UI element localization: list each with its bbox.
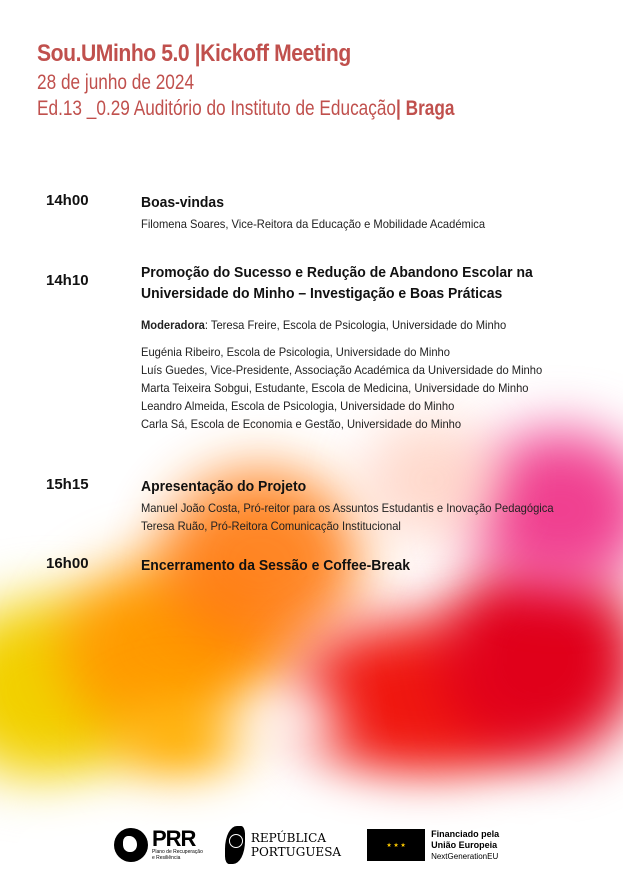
event-header xyxy=(37,40,546,121)
program-time: 14h10 xyxy=(46,272,89,289)
sponsor-logos xyxy=(114,826,499,864)
speaker-line: Teresa Ruão, Pró-Reitora Comunicação Institucional xyxy=(141,519,401,533)
program-title: Apresentação do Projeto xyxy=(141,478,307,495)
program-title-line: Promoção do Sucesso e Redução de Abandono Escolar na xyxy=(141,264,533,281)
program-time: 15h15 xyxy=(46,476,89,493)
speaker-line: Luís Guedes, Vice-Presidente, Associação Académica da Universidade do Minho xyxy=(141,363,543,377)
eu-funding-logo: ★ ★ ★ Financiado pela União Europeia NextGenerationEU xyxy=(367,829,499,862)
speaker-line: Eugénia Ribeiro, Escola de Psicologia, Universidade do Minho xyxy=(141,345,450,359)
event-date: 28 de junho de 2024 xyxy=(37,71,195,94)
event-title: Sou.UMinho 5.0 |Kickoff Meeting xyxy=(37,40,351,67)
event-venue: Ed.13 _0.29 Auditório do Instituto de Educação| Braga xyxy=(37,97,455,120)
prr-logo: PRR Plano de Recuperação e Resiliência xyxy=(114,828,203,862)
program-title-line: Universidade do Minho – Investigação e Boas Práticas xyxy=(141,285,503,302)
speaker-line: Filomena Soares, Vice-Reitora da Educação e Mobilidade Académica xyxy=(141,217,486,231)
program-title: Boas-vindas xyxy=(141,194,224,211)
moderator-line: Moderadora: Teresa Freire, Escola de Psicologia, Universidade do Minho xyxy=(141,318,507,332)
speaker-line: Marta Teixeira Sobgui, Estudante, Escola de Medicina, Universidade do Minho xyxy=(141,381,529,395)
speaker-line: Manuel João Costa, Pró-reitor para os Assuntos Estudantis e Inovação Pedagógica xyxy=(141,501,554,515)
republica-portuguesa-logo: REPÚBLICA PORTUGUESA xyxy=(225,826,341,864)
speaker-line: Carla Sá, Escola de Economia e Gestão, Universidade do Minho xyxy=(141,417,462,431)
program-title: Encerramento da Sessão e Coffee-Break xyxy=(141,557,411,574)
program-time: 16h00 xyxy=(46,555,89,572)
speaker-line: Leandro Almeida, Escola de Psicologia, Universidade do Minho xyxy=(141,399,455,413)
prr-icon xyxy=(114,828,148,862)
program-time: 14h00 xyxy=(46,192,89,209)
coat-of-arms-icon xyxy=(225,826,245,864)
eu-flag-icon: ★ ★ ★ xyxy=(367,829,425,861)
